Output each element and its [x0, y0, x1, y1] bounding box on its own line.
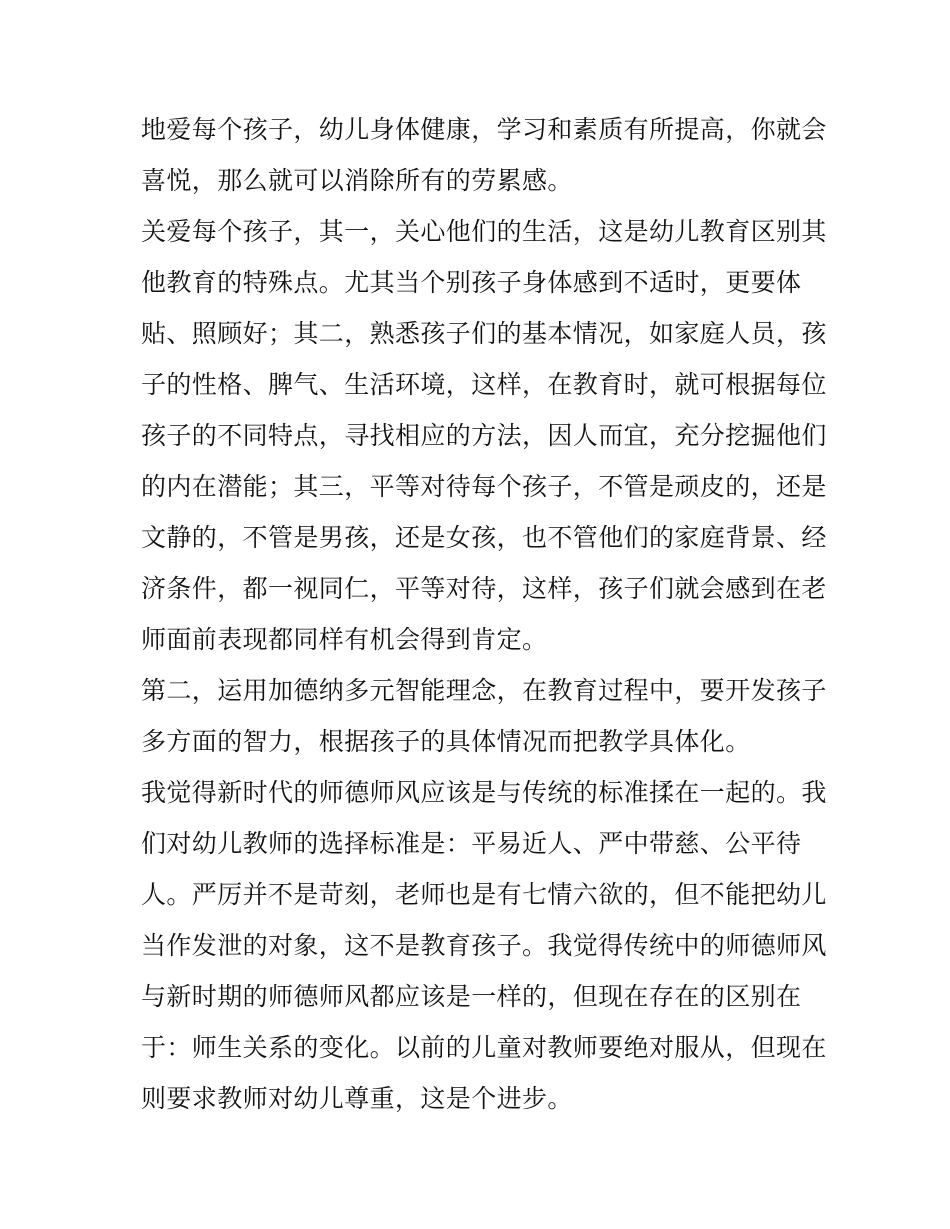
- text-line: 他教育的特殊点。尤其当个别孩子身体感到不适时，更要体: [141, 268, 802, 297]
- text-line: 当作发泄的对象，这不是教育孩子。我觉得传统中的师德师风: [141, 931, 827, 960]
- text-line: 济条件，都一视同仁，平等对待，这样，孩子们就会感到在老: [141, 574, 827, 603]
- text-line: 的内在潜能；其三，平等对待每个孩子，不管是顽皮的，还是: [141, 472, 827, 501]
- text-line: 第二，运用加德纳多元智能理念，在教育过程中，要开发孩子: [141, 676, 827, 705]
- body-text: [141, 104, 827, 1124]
- text-line: 与新时期的师德师风都应该是一样的，但现在存在的区别在: [141, 982, 802, 1011]
- text-line: 贴、照顾好；其二，熟悉孩子们的基本情况，如家庭人员，孩: [141, 319, 827, 348]
- text-line: 关爱每个孩子，其一，关心他们的生活，这是幼儿教育区别其: [141, 217, 827, 246]
- text-line: 孩子的不同特点，寻找相应的方法，因人而宜，充分挖掘他们: [141, 421, 827, 450]
- text-line: 于：师生关系的变化。以前的儿童对教师要绝对服从，但现在: [141, 1033, 827, 1062]
- text-line: 喜悦，那么就可以消除所有的劳累感。: [141, 166, 573, 195]
- text-line: 多方面的智力，根据孩子的具体情况而把教学具体化。: [141, 727, 751, 756]
- text-line: 我觉得新时代的师德师风应该是与传统的标准揉在一起的。我: [141, 778, 827, 807]
- text-line: 文静的，不管是男孩，还是女孩，也不管他们的家庭背景、经: [141, 523, 827, 552]
- text-line: 师面前表现都同样有机会得到肯定。: [141, 625, 548, 654]
- text-line: 人。严厉并不是苛刻，老师也是有七情六欲的，但不能把幼儿: [141, 880, 827, 909]
- text-line: 们对幼儿教师的选择标准是：平易近人、严中带慈、公平待: [141, 829, 802, 858]
- text-line: 子的性格、脾气、生活环境，这样，在教育时，就可根据每位: [141, 370, 827, 399]
- text-line: 则要求教师对幼儿尊重，这是个进步。: [141, 1084, 573, 1113]
- text-line: 地爱每个孩子，幼儿身体健康，学习和素质有所提高，你就会: [141, 115, 827, 144]
